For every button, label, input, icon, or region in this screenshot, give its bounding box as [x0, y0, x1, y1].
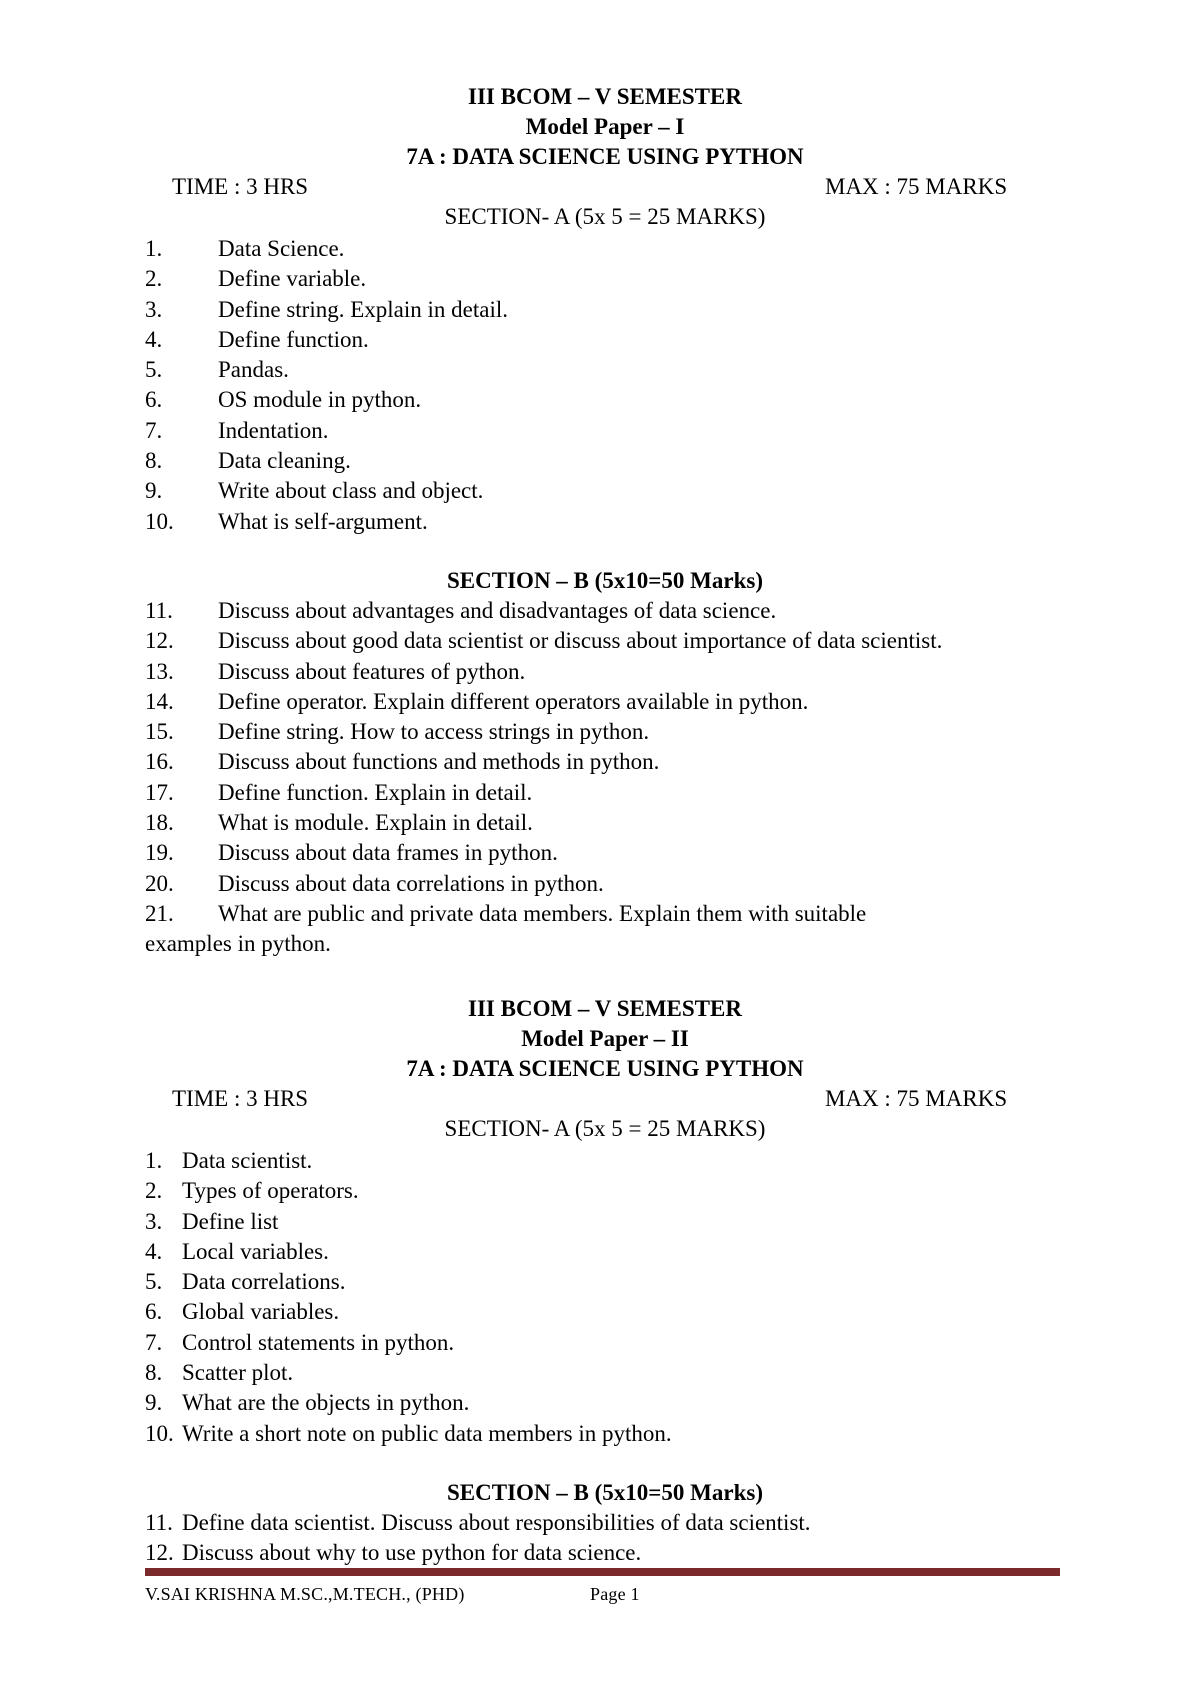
question-text: Local variables. [182, 1238, 329, 1264]
question-number: 4. [145, 326, 163, 352]
list-item [145, 385, 1065, 415]
list-item [145, 507, 1065, 537]
question-text: Define list [182, 1208, 279, 1234]
list-item [145, 899, 1105, 960]
question-text: What are the objects in python. [182, 1390, 470, 1416]
list-item [145, 778, 1105, 808]
question-text: Write about class and object. [218, 478, 484, 504]
question-number: 21. [145, 900, 174, 926]
question-number: 14. [145, 688, 174, 714]
question-number: 2. [145, 1178, 163, 1204]
question-number: 11. [145, 598, 173, 623]
question-number: 18. [145, 810, 174, 836]
list-item [145, 416, 1065, 446]
question-text: Discuss about advantages and disadvantages of data science. [218, 598, 777, 623]
question-text: Data Science. [218, 236, 345, 261]
paper2-header [145, 994, 1065, 1144]
question-text: Discuss about data frames in python. [218, 840, 558, 866]
question-text: What are public and private data members. Explain them with suitable [218, 900, 867, 926]
list-item [145, 1328, 1065, 1358]
paper2-section-b-heading: SECTION – B (5x10=50 Marks) [447, 1480, 763, 1505]
question-text: What is self-argument. [218, 508, 428, 534]
list-item [145, 1207, 1065, 1237]
question-text: Data cleaning. [218, 448, 351, 474]
question-number: 16. [145, 749, 174, 775]
list-item [145, 234, 1065, 264]
list-item [145, 869, 1105, 899]
question-text: Data correlations. [182, 1269, 346, 1295]
question-number: 10. [145, 508, 174, 534]
list-item [145, 1297, 1065, 1327]
question-number: 4. [145, 1238, 163, 1264]
question-text-continued: examples in python. [145, 931, 331, 957]
question-text: Data scientist. [182, 1148, 313, 1173]
question-number: 6. [145, 387, 163, 413]
question-number: 1. [145, 236, 163, 261]
list-item [145, 1538, 1065, 1568]
question-number: 10. [145, 1420, 174, 1446]
question-text: Define function. Explain in detail. [218, 779, 533, 805]
question-number: 20. [145, 870, 174, 896]
list-item [145, 325, 1065, 355]
question-text: Scatter plot. [182, 1360, 294, 1386]
question-text: Indentation. [218, 417, 329, 443]
list-item [145, 1508, 1065, 1538]
question-number: 9. [145, 1390, 163, 1416]
list-item [145, 808, 1105, 838]
question-text: Discuss about functions and methods in python. [218, 749, 660, 775]
paper1-time-row [145, 172, 1065, 202]
list-item [145, 657, 1105, 687]
question-text: Define function. [218, 326, 369, 352]
question-text: Define data scientist. Discuss about responsibilities of data scientist. [182, 1510, 811, 1535]
paper1-subject: 7A : DATA SCIENCE USING PYTHON [406, 144, 804, 169]
page-number: Page 1 [590, 1584, 640, 1604]
question-text: Define string. Explain in detail. [218, 296, 508, 322]
question-number: 17. [145, 779, 174, 805]
list-item [145, 476, 1065, 506]
question-number: 15. [145, 719, 174, 745]
question-text: What is module. Explain in detail. [218, 810, 533, 836]
question-number: 5. [145, 357, 163, 383]
question-text: Discuss about good data scientist or discuss about importance of data scientist. [218, 628, 943, 654]
paper2-section-b-list [145, 1508, 1065, 1569]
list-item [145, 717, 1105, 747]
paper1-time: TIME : 3 HRS [172, 174, 309, 199]
list-item [145, 1267, 1065, 1297]
list-item [145, 1358, 1065, 1388]
question-number: 5. [145, 1269, 163, 1295]
list-item [145, 1419, 1065, 1449]
question-number: 1. [145, 1148, 163, 1173]
question-text: Discuss about data correlations in python. [218, 870, 604, 896]
question-number: 19. [145, 840, 174, 866]
paper2-time-row [145, 1084, 1065, 1114]
question-number: 7. [145, 417, 163, 443]
list-item [145, 355, 1065, 385]
paper2-subject: 7A : DATA SCIENCE USING PYTHON [406, 1056, 804, 1081]
question-number: 6. [145, 1299, 163, 1325]
question-number: 12. [145, 628, 174, 654]
question-text: Write a short note on public data members in python. [182, 1420, 672, 1446]
question-number: 2. [145, 266, 163, 292]
list-item [145, 1237, 1065, 1267]
list-item [145, 596, 1105, 626]
question-text: Pandas. [218, 357, 289, 383]
paper2-section-a-list [145, 1146, 1065, 1449]
paper1-course: III BCOM – V SEMESTER [468, 84, 742, 109]
paper1-section-a-heading: SECTION- A (5x 5 = 25 MARKS) [444, 204, 766, 229]
list-item [145, 687, 1105, 717]
paper2-course: III BCOM – V SEMESTER [468, 996, 742, 1021]
question-text: Discuss about why to use python for data science. [182, 1540, 642, 1566]
paper2-max-marks: MAX : 75 MARKS [825, 1086, 1008, 1111]
list-item [145, 838, 1105, 868]
paper2-model-title: Model Paper – II [521, 1026, 689, 1051]
list-item [145, 264, 1065, 294]
question-number: 8. [145, 1360, 163, 1386]
question-text: OS module in python. [218, 387, 422, 413]
footer-divider [145, 1568, 1060, 1576]
question-number: 11. [145, 1510, 173, 1535]
list-item [145, 626, 1105, 656]
question-number: 13. [145, 658, 174, 684]
question-number: 8. [145, 448, 163, 474]
list-item [145, 1388, 1065, 1418]
list-item [145, 1146, 1065, 1176]
question-text: Define operator. Explain different operators available in python. [218, 688, 809, 714]
question-text: Discuss about features of python. [218, 658, 526, 684]
question-number: 9. [145, 478, 163, 504]
paper1-header [145, 82, 1065, 232]
question-number: 12. [145, 1540, 174, 1566]
question-text: Global variables. [182, 1299, 340, 1325]
question-number: 7. [145, 1329, 163, 1355]
footer-author: V.SAI KRISHNA M.SC.,M.TECH., (PHD) [145, 1584, 465, 1604]
list-item [145, 1176, 1065, 1206]
paper1-max-marks: MAX : 75 MARKS [825, 174, 1008, 199]
question-number: 3. [145, 296, 163, 322]
question-text: Define variable. [218, 266, 367, 292]
question-text: Define string. How to access strings in python. [218, 719, 650, 745]
list-item [145, 295, 1065, 325]
list-item [145, 446, 1065, 476]
question-number: 3. [145, 1208, 163, 1234]
paper2-time: TIME : 3 HRS [172, 1086, 309, 1111]
paper1-section-a-list [145, 234, 1065, 537]
paper1-section-b-heading: SECTION – B (5x10=50 Marks) [447, 568, 763, 593]
paper2-section-a-heading: SECTION- A (5x 5 = 25 MARKS) [444, 1116, 766, 1141]
paper1-model-title: Model Paper – I [525, 114, 685, 139]
list-item [145, 747, 1105, 777]
question-text: Types of operators. [182, 1178, 359, 1204]
question-text: Control statements in python. [182, 1329, 455, 1355]
paper1-section-b-list [145, 596, 1105, 960]
